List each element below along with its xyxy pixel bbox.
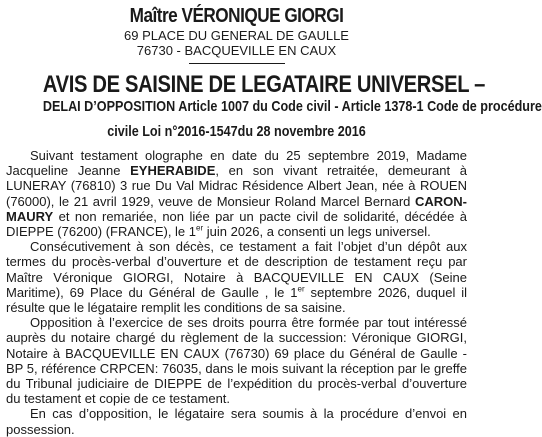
notice-title: AVIS DE SAISINE DE LEGATAIRE UNIVERSEL – [42, 71, 485, 98]
notary-address-line1: 69 PLACE DU GENERAL DE GAULLE [124, 28, 349, 43]
text-run: , en son vivant retraitée, demeurant à LUNERAY (76810) 3 rue Du Val Midrac Résidence Albert Jean, née à ROUEN (76000), le 21 avril 1929, veuve de Monsieur Roland Marcel Bernard [6, 163, 467, 209]
paragraph-envoi: En cas d’opposition, le légataire sera soumis à la procédure d’envoi en possession. [6, 406, 467, 437]
ordinal-suffix: er [297, 284, 305, 294]
text-run: septembre 2026, duquel il résulte que le légataire remplit les conditions de sa saisine. [6, 284, 468, 316]
paragraph-opposition: Opposition à l’exercice de ses droits pourra être formée par tout intéressé auprès du notaire chargé du règlement de la succession: Véronique GIORGI, Notaire à BACQUEVILLE EN CAUX (76730) 69 place du Général de Gaulle - BP 5, référence CRPCEN: 76035, dans le mois suivant la réception par le greffe du Tribunal judiciaire de DIEPPE de l’expédition du procès-verbal d’ouverture du testament et copie de ce testament. [6, 315, 467, 407]
text-run: juin 2026, a consenti un legs universel. [203, 224, 431, 240]
text-run: Suivant testament olographe en date du 25 septembre 2019, Madame Jacqueline Jeanne [6, 148, 467, 179]
spouse-surname: CARON-MAURY [6, 193, 467, 224]
header-divider [189, 63, 285, 64]
text-run: et non remariée, non liée par un pacte civil de solidarité, décédée à DIEPPE (76200) (FRANCE), le 1 [6, 208, 467, 240]
notary-name: Maître VÉRONIQUE GIORGI [129, 5, 344, 27]
paragraph-testament [6, 148, 467, 239]
notice-body [6, 148, 467, 437]
notary-address-line2: 76730 - BACQUEVILLE EN CAUX [136, 43, 337, 58]
ordinal-suffix: er [196, 223, 204, 233]
notice-subtitle-line1: DELAI D’OPPOSITION Article 1007 du Code civil - Article 1378-1 Code de procédure [42, 98, 542, 115]
paragraph-deposit [6, 239, 467, 315]
deceased-surname: EYHERABIDE [130, 163, 216, 179]
text-run: Consécutivement à son décès, ce testament a fait l’objet d’un dépôt aux termes du procès-verbal d’ouverture et de description de testament reçu par Maître Véronique GIORGI, Notaire à BACQUEVILLE EN CAUX (Seine Maritime), 69 Place du Général de Gaulle , le 1 [6, 239, 467, 300]
notice-subtitle-line2: civile Loi n°2016-1547du 28 novembre 2016 [107, 123, 366, 140]
